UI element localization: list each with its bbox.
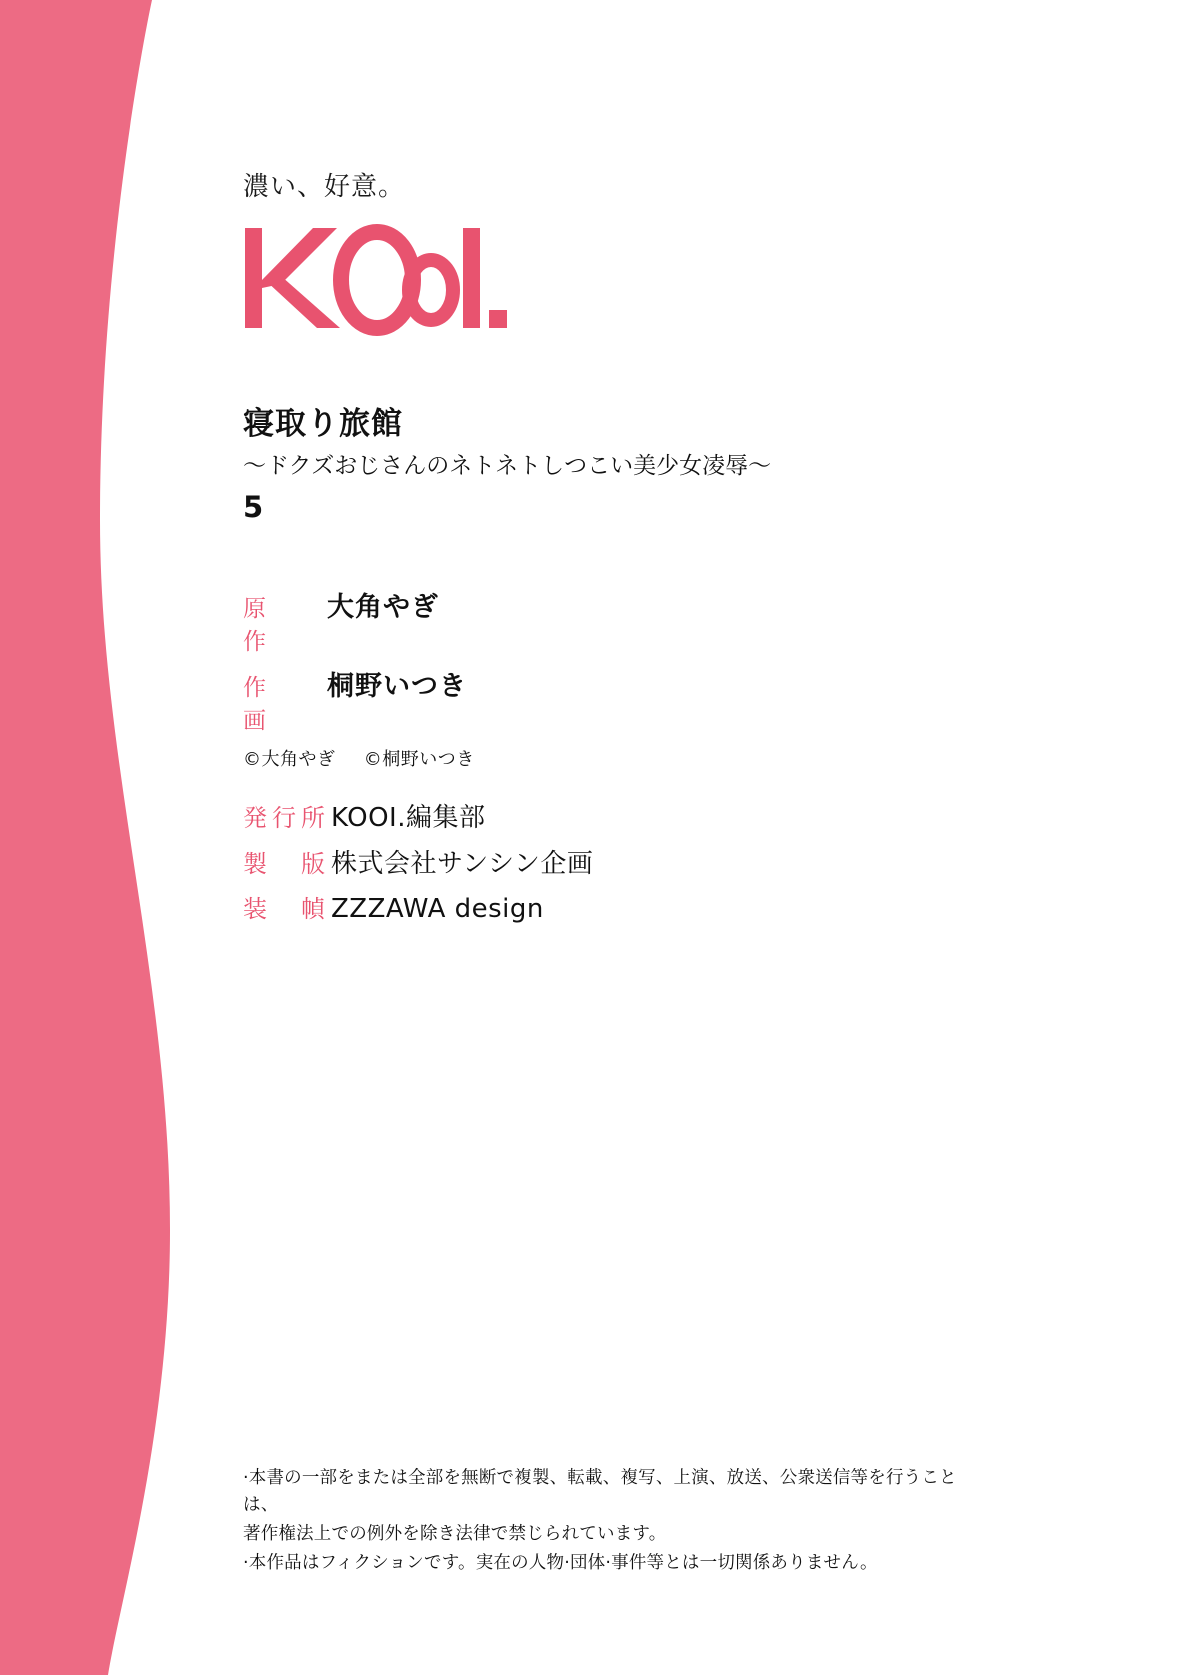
kooi-logo: [241, 218, 511, 338]
copyright-item: ©桐野いつき: [363, 749, 475, 770]
title-subtitle: 〜ドクズおじさんのネトネトしつこい美少女凌辱〜: [243, 452, 772, 479]
credit-value: 大角やぎ: [327, 592, 439, 623]
credit-label: 原 作: [243, 596, 301, 655]
credit-row: [243, 664, 467, 735]
credit-row: [243, 585, 467, 656]
publication-label: 製 版: [243, 850, 330, 878]
footer-note-line: ·本作品はフィクションです。実在の人物·団体·事件等とは一切関係ありません。: [243, 1553, 878, 1574]
credit-value: 桐野いつき: [327, 671, 467, 702]
title-main: 寝取り旅館: [243, 406, 403, 442]
publication-row: [243, 843, 593, 880]
copyright-item: ©大角やぎ: [243, 749, 336, 770]
publication-value: ZZZAWA design: [331, 894, 544, 924]
publication-value: 株式会社サンシン企画: [331, 849, 594, 879]
publication-label: 装 幀: [243, 895, 330, 923]
footer-note-line: ·本書の一部をまたは全部を無断で複製、転載、複写、上演、放送、公衆送信等を行うことは、: [243, 1468, 957, 1516]
credits-list: [243, 585, 467, 743]
title-volume: 5: [243, 489, 264, 524]
credit-label: 作 画: [243, 675, 301, 734]
decorative-pink-curve: [0, 0, 260, 1675]
publication-row: [243, 797, 593, 834]
footer-note-line: 著作権法上での例外を除き法律で禁じられています。: [243, 1524, 667, 1545]
publication-label: 発行所: [243, 804, 330, 832]
publication-row: [243, 889, 593, 924]
title-block: [243, 405, 1073, 524]
footer-notes: [243, 1465, 963, 1580]
brand-tagline: 濃い、好意。: [243, 172, 406, 202]
publication-list: [243, 797, 593, 933]
copyright-line: [243, 745, 475, 771]
publication-value: KOOI.編集部: [331, 803, 486, 833]
